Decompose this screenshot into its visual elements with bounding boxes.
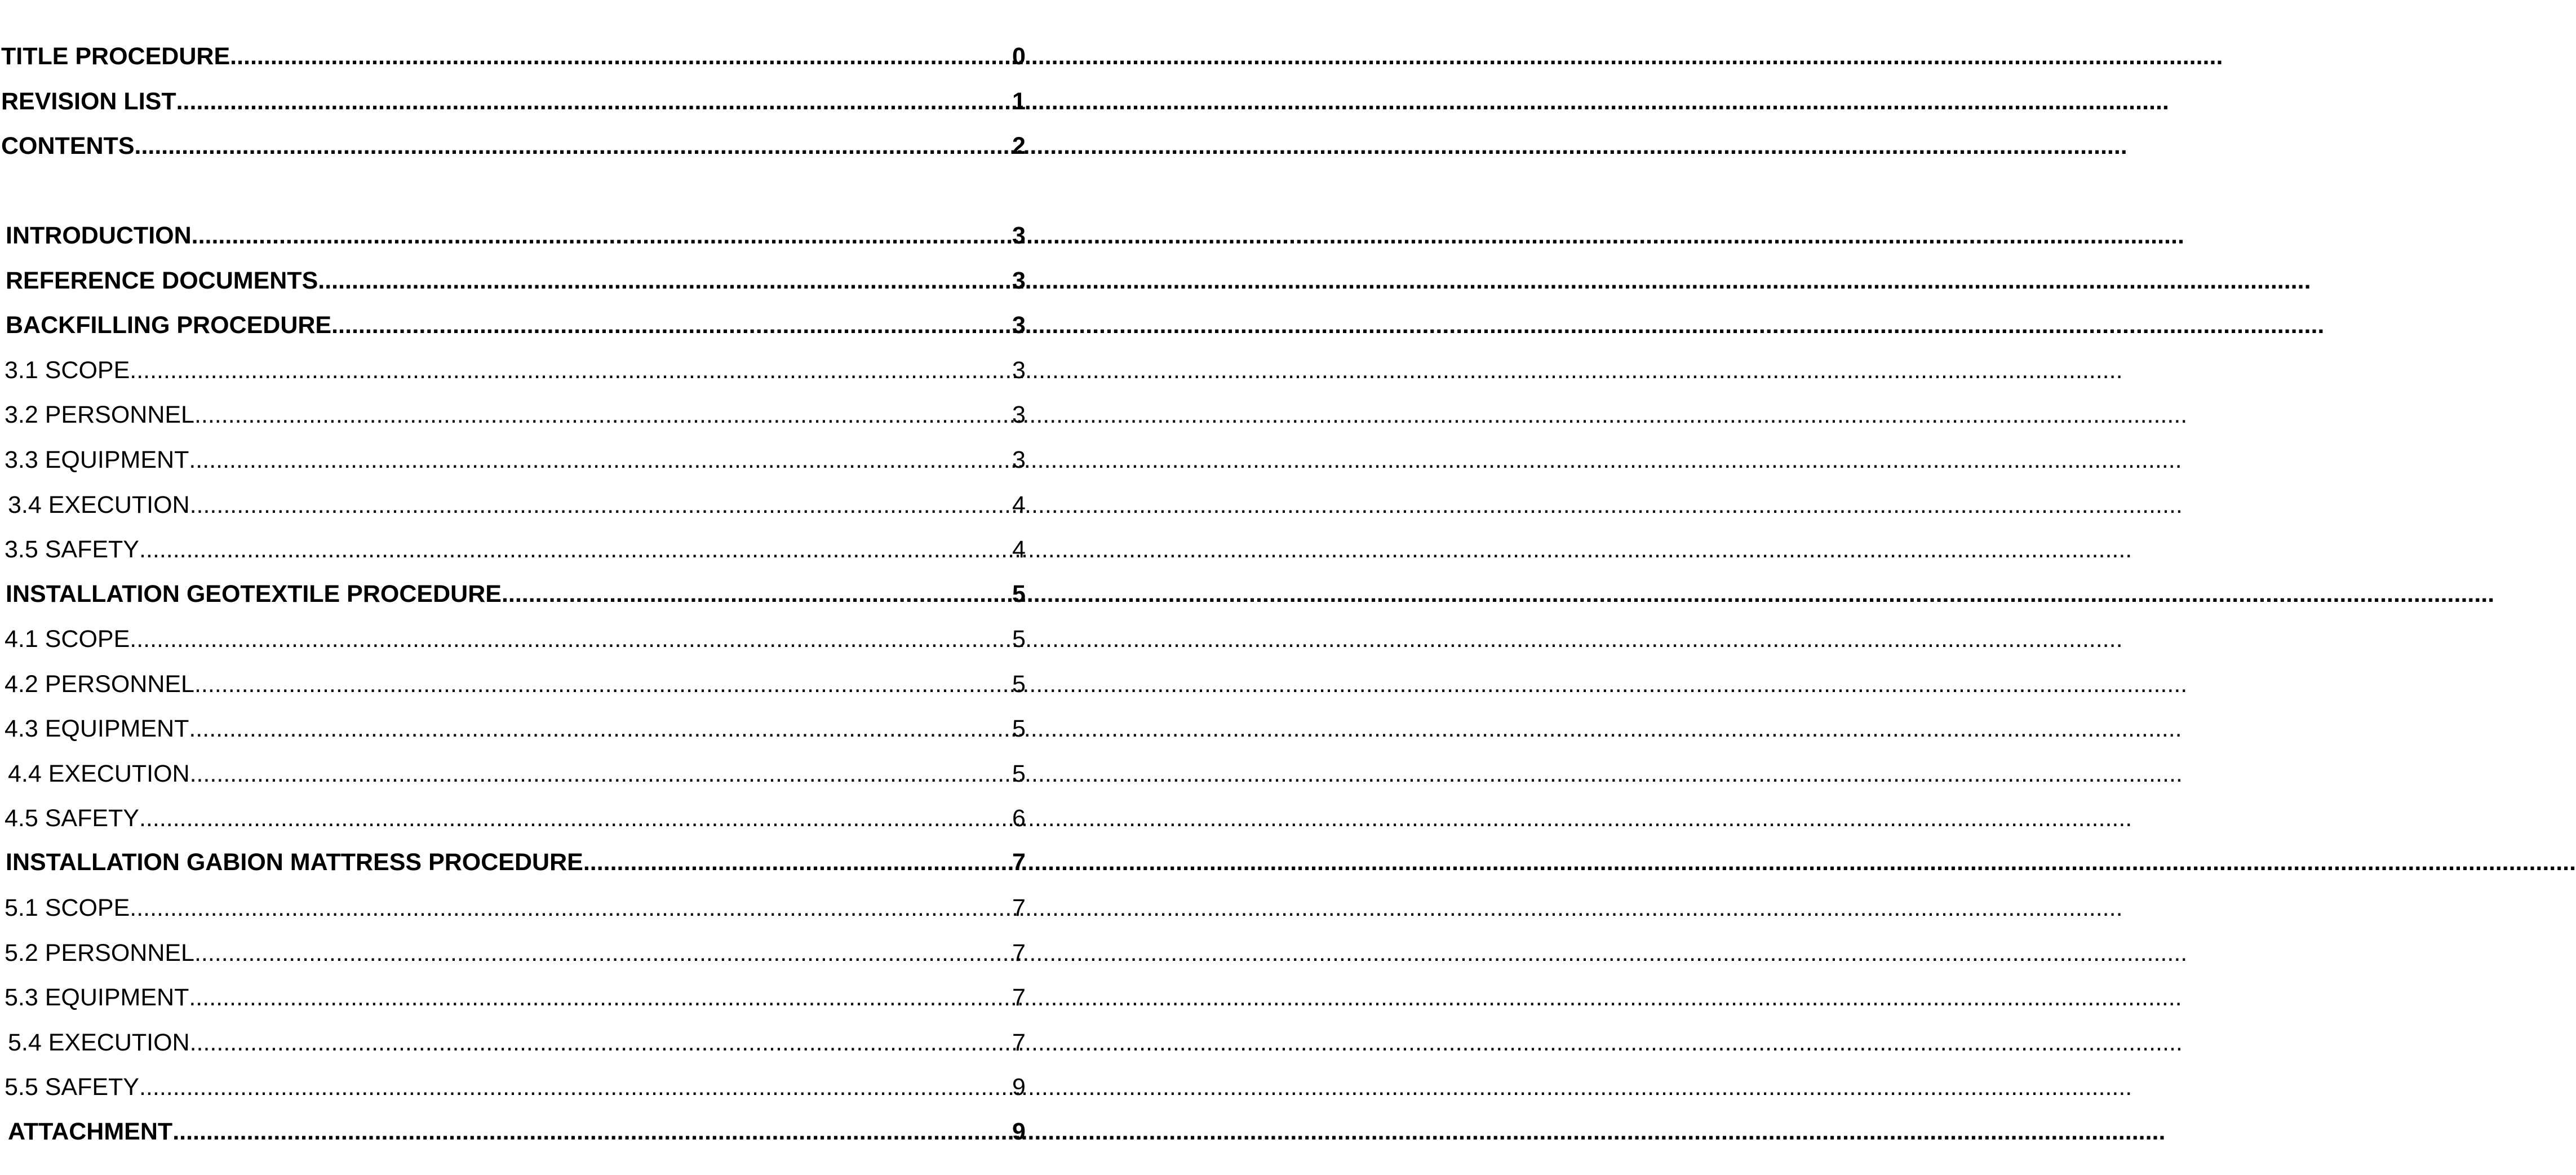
dot-leader bbox=[0, 1070, 970, 1104]
toc-entry[interactable] bbox=[0, 1115, 1026, 1149]
leader-dots bbox=[176, 85, 2169, 118]
toc-entry-page: 3 bbox=[1012, 446, 1026, 473]
dot-leader bbox=[0, 801, 970, 835]
toc-entry-label: 5.5 SAFETY bbox=[5, 1074, 139, 1101]
toc-entry[interactable] bbox=[0, 398, 1026, 432]
toc-entry-label: 4.3 EQUIPMENT bbox=[5, 715, 189, 742]
toc-entry[interactable] bbox=[0, 353, 1026, 387]
leader-dots bbox=[502, 577, 2494, 611]
toc-entry-label: 3.3 EQUIPMENT bbox=[5, 446, 189, 473]
leader-dots bbox=[190, 757, 2183, 791]
toc-entry-label: INSTALLATION GABION MATTRESS PROCEDURE bbox=[6, 849, 583, 876]
leader-dots bbox=[194, 936, 2187, 970]
toc-entry-page: 7 bbox=[1012, 939, 1026, 966]
toc-entry-page: 4 bbox=[1012, 491, 1026, 518]
toc-entry-page: 3 bbox=[1012, 267, 1026, 294]
toc-entry[interactable] bbox=[0, 801, 1026, 835]
toc-entry[interactable] bbox=[0, 308, 1026, 342]
toc-entry-label: 4.5 SAFETY bbox=[5, 805, 139, 832]
leader-dots bbox=[194, 667, 2187, 701]
leader-dots bbox=[189, 712, 2182, 746]
dot-leader bbox=[0, 622, 970, 656]
leader-dots bbox=[130, 353, 2122, 387]
dot-leader bbox=[0, 533, 970, 566]
toc-entry-label: 4.4 EXECUTION bbox=[8, 760, 190, 787]
toc-entry[interactable] bbox=[0, 264, 1026, 298]
toc-entry-label: 5.1 SCOPE bbox=[5, 894, 130, 921]
toc-entry-page: 7 bbox=[1012, 984, 1026, 1011]
toc-entry[interactable] bbox=[0, 219, 1026, 252]
toc-entry-page: 3 bbox=[1012, 357, 1026, 384]
toc-entry[interactable] bbox=[0, 1070, 1026, 1104]
toc-entry[interactable] bbox=[0, 577, 1026, 611]
toc-entry-label: 4.1 SCOPE bbox=[5, 626, 130, 653]
toc-entry[interactable] bbox=[0, 39, 1026, 73]
toc-entry[interactable] bbox=[0, 757, 1026, 791]
toc-entry-page: 5 bbox=[1012, 626, 1026, 653]
leader-dots bbox=[139, 801, 2132, 835]
leader-dots bbox=[190, 1026, 2183, 1059]
toc-entry-label: 5.4 EXECUTION bbox=[8, 1029, 190, 1056]
toc-entry-label: 5.3 EQUIPMENT bbox=[5, 984, 189, 1011]
toc-entry-label: 5.2 PERSONNEL bbox=[5, 939, 194, 966]
leader-dots bbox=[139, 1070, 2132, 1104]
leader-dots bbox=[130, 891, 2122, 925]
toc-entry-page: 5 bbox=[1012, 671, 1026, 698]
leader-dots bbox=[194, 398, 2187, 432]
toc-entry-page: 9 bbox=[1012, 1118, 1026, 1145]
leader-dots bbox=[189, 981, 2182, 1014]
leader-dots bbox=[139, 533, 2132, 566]
toc-entry[interactable] bbox=[0, 443, 1026, 477]
leader-dots bbox=[230, 39, 2223, 73]
toc-entry-label: REFERENCE DOCUMENTS bbox=[6, 267, 318, 294]
leader-dots bbox=[135, 129, 2127, 163]
toc-entry-label: 4.2 PERSONNEL bbox=[5, 671, 194, 698]
toc-entry-page: 4 bbox=[1012, 536, 1026, 563]
toc-entry[interactable] bbox=[0, 85, 1026, 118]
leader-dots bbox=[189, 443, 2182, 477]
toc-entry-page: 9 bbox=[1012, 1074, 1026, 1101]
toc-entry-label: 3.4 EXECUTION bbox=[8, 491, 190, 518]
toc-entry-label: ATTACHMENT bbox=[8, 1118, 173, 1145]
toc-entry-page: 3 bbox=[1012, 222, 1026, 249]
toc-entry-label: REVISION LIST bbox=[1, 88, 176, 115]
toc-entry-label: 3.1 SCOPE bbox=[5, 357, 130, 384]
toc-entry[interactable] bbox=[0, 981, 1026, 1014]
toc-entry-page: 6 bbox=[1012, 805, 1026, 832]
toc-entry-label: 3.2 PERSONNEL bbox=[5, 401, 194, 428]
toc-entry-page: 3 bbox=[1012, 401, 1026, 428]
leader-dots bbox=[190, 488, 2183, 522]
toc-entry[interactable] bbox=[0, 891, 1026, 925]
toc-entry-page: 1 bbox=[1012, 88, 1026, 115]
toc-entry[interactable] bbox=[0, 488, 1026, 522]
toc-entry[interactable] bbox=[0, 936, 1026, 970]
leader-dots bbox=[192, 219, 2184, 252]
toc-entry-page: 5 bbox=[1012, 715, 1026, 742]
toc-entry[interactable] bbox=[0, 667, 1026, 701]
toc-entry-label: CONTENTS bbox=[1, 132, 135, 159]
toc-entry-page: 7 bbox=[1012, 894, 1026, 921]
toc-entry-label: INTRODUCTION bbox=[6, 222, 192, 249]
toc-entry-page: 5 bbox=[1012, 580, 1026, 608]
toc-entry-page: 2 bbox=[1012, 132, 1026, 159]
toc-entry-page: 5 bbox=[1012, 760, 1026, 787]
toc-entry[interactable] bbox=[0, 533, 1026, 566]
toc-entry-page: 0 bbox=[1012, 43, 1026, 70]
toc-entry-page: 7 bbox=[1012, 849, 1026, 876]
leader-dots bbox=[318, 264, 2311, 298]
dot-leader bbox=[0, 353, 970, 387]
toc-entry-label: 3.5 SAFETY bbox=[5, 536, 139, 563]
toc-entry[interactable] bbox=[0, 1026, 1026, 1059]
toc-entry-label: INSTALLATION GEOTEXTILE PROCEDURE bbox=[6, 580, 502, 608]
toc-entry[interactable] bbox=[0, 622, 1026, 656]
leader-dots bbox=[583, 845, 2576, 879]
leader-dots bbox=[130, 622, 2122, 656]
toc-entry-label: TITLE PROCEDURE bbox=[1, 43, 230, 70]
dot-leader bbox=[0, 129, 970, 163]
toc-entry[interactable] bbox=[0, 845, 1026, 879]
leader-dots bbox=[331, 308, 2324, 342]
dot-leader bbox=[0, 891, 970, 925]
toc-entry-page: 3 bbox=[1012, 312, 1026, 339]
toc-entry[interactable] bbox=[0, 712, 1026, 746]
toc-entry-page: 7 bbox=[1012, 1029, 1026, 1056]
toc-entry-label: BACKFILLING PROCEDURE bbox=[6, 312, 332, 339]
leader-dots bbox=[172, 1115, 2165, 1149]
toc-entry[interactable] bbox=[0, 129, 1026, 163]
